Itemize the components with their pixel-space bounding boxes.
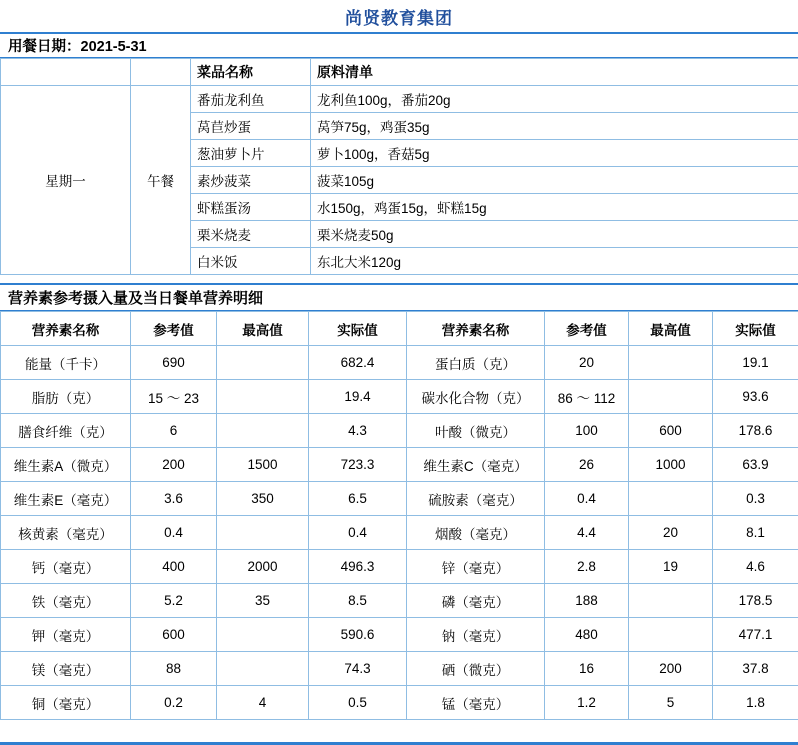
nutrition-section-title: 营养素参考摄入量及当日餐单营养明细: [0, 283, 798, 311]
table-row: [1, 516, 798, 550]
nutrient-reference: 15 ～ 23: [131, 380, 217, 414]
nutrient-reference: 2.8: [545, 550, 629, 584]
nutrition-header-cell: 营养素名称: [1, 312, 131, 346]
nutrient-reference: 600: [131, 618, 217, 652]
nutrient-max: [217, 618, 309, 652]
nutrient-max: 5: [629, 686, 713, 720]
nutrient-actual: 8.1: [713, 516, 798, 550]
nutrient-reference: 188: [545, 584, 629, 618]
nutrition-header-cell: 参考值: [131, 312, 217, 346]
nutrient-actual: 590.6: [309, 618, 407, 652]
nutrient-max: 350: [217, 482, 309, 516]
nutrient-name: 维生素E（毫克）: [1, 482, 131, 516]
page-title-suffix: 教育集团: [381, 8, 453, 28]
nutrient-reference: 16: [545, 652, 629, 686]
nutrient-actual: 1.8: [713, 686, 798, 720]
table-row: [1, 346, 798, 380]
nutrient-reference: 86 ～ 112: [545, 380, 629, 414]
table-row: [1, 652, 798, 686]
nutrient-name: 锌（毫克）: [407, 550, 545, 584]
nutrient-actual: 477.1: [713, 618, 798, 652]
nutrient-name: 膳食纤维（克）: [1, 414, 131, 448]
menu-ingredients: 东北大米120g: [311, 248, 798, 275]
menu-dish-name: 葱油萝卜片: [191, 140, 311, 167]
nutrient-name: 钠（毫克）: [407, 618, 545, 652]
menu-dish-name: 莴苣炒蛋: [191, 113, 311, 140]
nutrient-reference: 88: [131, 652, 217, 686]
nutrient-max: 19: [629, 550, 713, 584]
nutrient-reference: 400: [131, 550, 217, 584]
nutrient-max: 2000: [217, 550, 309, 584]
nutrient-reference: 20: [545, 346, 629, 380]
nutrient-actual: 8.5: [309, 584, 407, 618]
menu-table: [0, 58, 798, 275]
nutrient-name: 钾（毫克）: [1, 618, 131, 652]
nutrient-actual: 4.6: [713, 550, 798, 584]
nutrient-max: [629, 380, 713, 414]
nutrient-max: 4: [217, 686, 309, 720]
nutrient-name: 碳水化合物（克）: [407, 380, 545, 414]
nutrition-header-cell: 营养素名称: [407, 312, 545, 346]
nutrient-reference: 0.4: [131, 516, 217, 550]
menu-dish-name: 番茄龙利鱼: [191, 86, 311, 113]
nutrient-actual: 4.3: [309, 414, 407, 448]
menu-header-dish: 菜品名称: [191, 59, 311, 86]
nutrition-header-cell: 实际值: [309, 312, 407, 346]
table-row: [1, 550, 798, 584]
nutrient-name: 锰（毫克）: [407, 686, 545, 720]
menu-ingredients: 菠菜105g: [311, 167, 798, 194]
menu-ingredients: 栗米烧麦50g: [311, 221, 798, 248]
nutrition-header-cell: 参考值: [545, 312, 629, 346]
nutrient-reference: 0.2: [131, 686, 217, 720]
menu-ingredients: 水150g，鸡蛋15g，虾糕15g: [311, 194, 798, 221]
nutrient-max: 20: [629, 516, 713, 550]
nutrient-actual: 0.4: [309, 516, 407, 550]
nutrition-table: [0, 311, 798, 720]
nutrient-reference: 690: [131, 346, 217, 380]
nutrient-actual: 178.6: [713, 414, 798, 448]
nutrient-name: 维生素A（微克）: [1, 448, 131, 482]
nutrient-reference: 6: [131, 414, 217, 448]
nutrient-max: [629, 482, 713, 516]
nutrition-header-cell: 实际值: [713, 312, 798, 346]
menu-dish-name: 白米饭: [191, 248, 311, 275]
nutrient-reference: 4.4: [545, 516, 629, 550]
menu-ingredients: 莴笋75g，鸡蛋35g: [311, 113, 798, 140]
table-row: [1, 448, 798, 482]
nutrient-actual: 74.3: [309, 652, 407, 686]
nutrient-actual: 723.3: [309, 448, 407, 482]
menu-ingredients: 萝卜100g，香菇5g: [311, 140, 798, 167]
table-row: [1, 414, 798, 448]
nutrient-actual: 6.5: [309, 482, 407, 516]
menu-dish-name: 虾糕蛋汤: [191, 194, 311, 221]
table-row: [1, 380, 798, 414]
table-row: [1, 618, 798, 652]
nutrient-max: [217, 652, 309, 686]
nutrient-actual: 37.8: [713, 652, 798, 686]
page-title: [0, 0, 798, 32]
nutrient-name: 能量（千卡）: [1, 346, 131, 380]
menu-corner-cell-left: [1, 59, 131, 86]
nutrient-name: 镁（毫克）: [1, 652, 131, 686]
meal-date-label: 用餐日期：2021-5-31: [0, 32, 798, 58]
nutrient-name: 核黄素（毫克）: [1, 516, 131, 550]
nutrition-header-cell: 最高值: [217, 312, 309, 346]
menu-dish-name: 栗米烧麦: [191, 221, 311, 248]
nutrient-name: 维生素C（毫克）: [407, 448, 545, 482]
table-row: [1, 86, 798, 113]
nutrient-reference: 100: [545, 414, 629, 448]
nutrient-name: 钙（毫克）: [1, 550, 131, 584]
page-title-org: 尚贤: [345, 8, 381, 28]
nutrient-actual: 19.1: [713, 346, 798, 380]
nutrient-name: 硫胺素（毫克）: [407, 482, 545, 516]
menu-dish-name: 素炒菠菜: [191, 167, 311, 194]
nutrient-name: 铜（毫克）: [1, 686, 131, 720]
nutrient-max: 600: [629, 414, 713, 448]
nutrient-name: 铁（毫克）: [1, 584, 131, 618]
table-row: [1, 59, 798, 86]
nutrient-max: [217, 346, 309, 380]
nutrient-max: [217, 380, 309, 414]
nutrient-max: 1000: [629, 448, 713, 482]
nutrient-max: [629, 584, 713, 618]
menu-day-cell: 星期一: [1, 86, 131, 275]
table-row: [1, 482, 798, 516]
nutrient-actual: 0.3: [713, 482, 798, 516]
nutrient-actual: 496.3: [309, 550, 407, 584]
nutrient-actual: 0.5: [309, 686, 407, 720]
nutrient-reference: 1.2: [545, 686, 629, 720]
menu-corner-cell-mid: [131, 59, 191, 86]
nutrient-actual: 682.4: [309, 346, 407, 380]
nutrient-reference: 200: [131, 448, 217, 482]
nutrient-name: 硒（微克）: [407, 652, 545, 686]
nutrient-name: 叶酸（微克）: [407, 414, 545, 448]
menu-header-ingredients: 原料清单: [311, 59, 798, 86]
nutrient-max: [217, 516, 309, 550]
nutrient-max: [629, 618, 713, 652]
table-row: [1, 584, 798, 618]
nutrient-reference: 5.2: [131, 584, 217, 618]
nutrient-reference: 26: [545, 448, 629, 482]
nutrient-name: 烟酸（毫克）: [407, 516, 545, 550]
nutrient-name: 磷（毫克）: [407, 584, 545, 618]
nutrient-max: 1500: [217, 448, 309, 482]
table-row: [1, 686, 798, 720]
nutrient-actual: 93.6: [713, 380, 798, 414]
menu-meal-cell: 午餐: [131, 86, 191, 275]
nutrient-name: 蛋白质（克）: [407, 346, 545, 380]
nutrient-name: 脂肪（克）: [1, 380, 131, 414]
nutrition-header-row: [1, 312, 798, 346]
nutrient-reference: 0.4: [545, 482, 629, 516]
nutrition-header-cell: 最高值: [629, 312, 713, 346]
nutrient-reference: 3.6: [131, 482, 217, 516]
nutrient-actual: 19.4: [309, 380, 407, 414]
nutrient-max: 35: [217, 584, 309, 618]
menu-ingredients: 龙利鱼100g，番茄20g: [311, 86, 798, 113]
nutrient-reference: 480: [545, 618, 629, 652]
nutrient-max: [217, 414, 309, 448]
nutrient-max: [629, 346, 713, 380]
nutrient-max: 200: [629, 652, 713, 686]
nutrient-actual: 178.5: [713, 584, 798, 618]
nutrient-actual: 63.9: [713, 448, 798, 482]
